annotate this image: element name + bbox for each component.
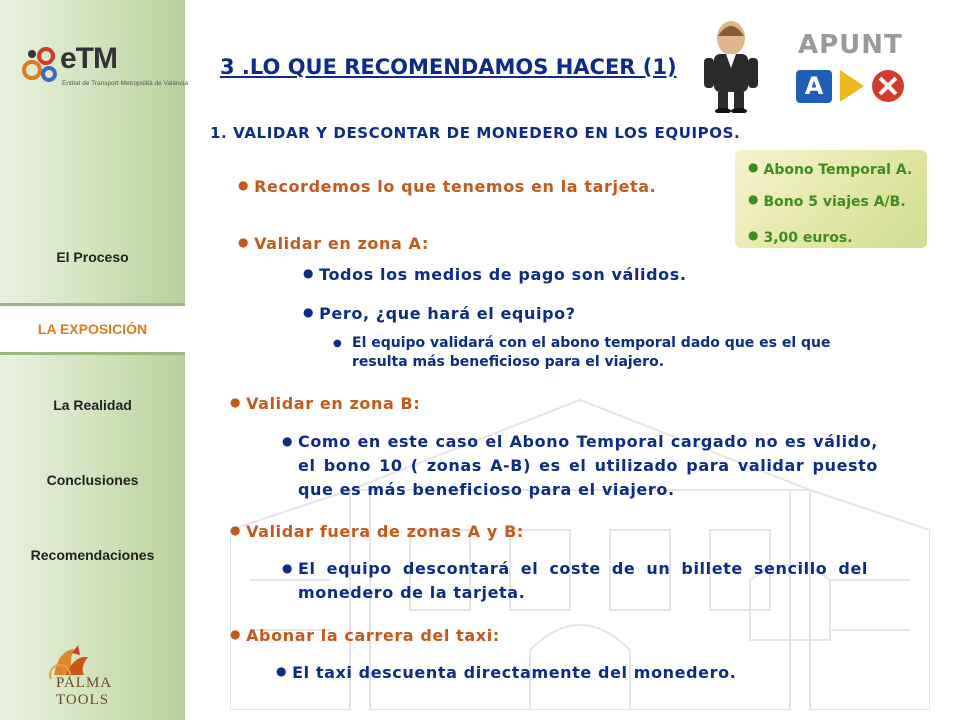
card-item-abono: ● Abono Temporal A. xyxy=(748,160,913,178)
etm-logo-word: eTM xyxy=(60,42,117,75)
sun-icon xyxy=(44,645,104,679)
taxi-heading: ● Abonar la carrera del taxi: xyxy=(230,626,500,645)
bullet-icon: ● xyxy=(303,266,315,280)
bullet-icon: ● xyxy=(230,523,242,537)
bullet-icon: ● xyxy=(238,178,250,192)
zona-b-texto: Como en este caso el Abono Temporal cargado no es válido, el bono 10 ( zonas A-B) es el utilizado para validar puesto que es más beneficioso para el viajero. xyxy=(298,432,878,499)
zona-b-heading: ● Validar en zona B: xyxy=(230,394,421,413)
bullet-icon: ● xyxy=(282,434,293,448)
bullet-icon: ● xyxy=(230,627,242,641)
sidebar-item-el-proceso[interactable]: El Proceso xyxy=(56,249,129,265)
cartoon-character xyxy=(700,18,762,113)
taxi-texto: ● El taxi descuenta directamente del monedero. xyxy=(276,663,737,682)
palma-tools-text: PALMA TOOLS xyxy=(56,675,112,708)
fuera-zonas-heading: ● Validar fuera de zonas A y B: xyxy=(230,522,524,541)
apunt-logo-text: APUNT xyxy=(798,30,903,60)
bullet-icon: ● xyxy=(748,228,759,242)
zona-a-pregunta: ● Pero, ¿que hará el equipo? xyxy=(303,304,576,323)
palma-tools-logo xyxy=(36,645,156,708)
sidebar-item-conclusiones[interactable]: Conclusiones xyxy=(46,472,139,488)
zona-a-respuesta: El equipo validará con el abono temporal dado que es el que resulta más beneficioso para el viajero. xyxy=(352,335,831,370)
bullet-icon: ● xyxy=(230,395,242,409)
bullet-icon: ● xyxy=(276,664,288,678)
apunt-logo xyxy=(796,30,926,105)
zona-a-medios: ● Todos los medios de pago son válidos. xyxy=(303,265,687,284)
bullet-icon: ● xyxy=(303,305,315,319)
apunt-arrow-icons xyxy=(836,68,926,104)
bullet-icon: ● xyxy=(748,160,759,174)
sidebar-item-la-exposicion[interactable]: LA EXPOSICIÓN xyxy=(0,303,185,355)
fuera-zonas-texto: El equipo descontará el coste de un billete sencillo del monedero de la tarjeta. xyxy=(298,559,868,602)
recordemos-text: ● Recordemos lo que tenemos en la tarjeta. xyxy=(238,177,657,196)
sidebar-item-la-realidad[interactable]: La Realidad xyxy=(53,397,132,413)
bullet-icon: ● xyxy=(282,561,293,575)
section-subtitle: 1. VALIDAR Y DESCONTAR DE MONEDERO EN LOS EQUIPOS. xyxy=(210,124,741,142)
sidebar-item-recomendaciones[interactable]: Recomendaciones xyxy=(30,547,155,563)
card-item-bono: ● Bono 5 viajes A/B. xyxy=(748,192,906,210)
apunt-a-badge: A xyxy=(796,70,832,103)
page-title: 3 .LO QUE RECOMENDAMOS HACER (1) xyxy=(220,55,677,79)
bullet-icon: ● xyxy=(333,338,342,349)
sidebar xyxy=(0,0,188,720)
bullet-icon: ● xyxy=(238,235,250,249)
etm-logo xyxy=(22,42,202,90)
zona-a-heading: ● Validar en zona A: xyxy=(238,234,429,253)
etm-logo-subtitle: Entitat de Transport Metropolità de València xyxy=(62,80,188,87)
card-item-precio: ● 3,00 euros. xyxy=(748,228,853,246)
etm-logo-icon xyxy=(22,44,62,84)
bullet-icon: ● xyxy=(748,192,759,206)
